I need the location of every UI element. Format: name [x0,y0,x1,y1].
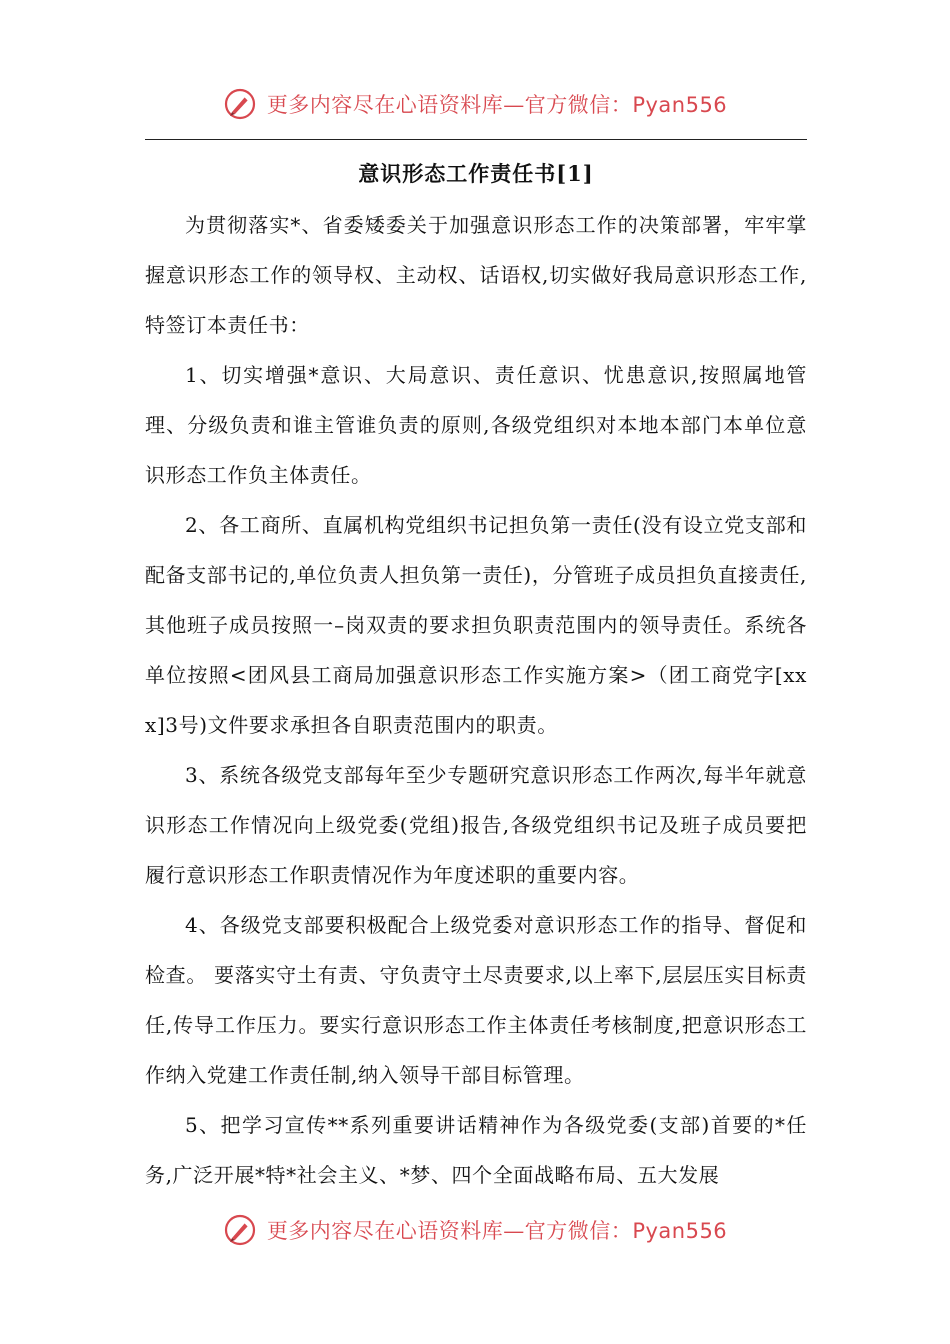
document-title: 意识形态工作责任书[1] [358,161,594,186]
paragraph-item-5: 5、把学习宣传**系列重要讲话精神作为各级党委(支部)首要的*任务,广泛开展*特*社会主义、*梦、四个全面战略布局、五大发展 [145,1113,807,1187]
watermark-text: 更多内容尽在心语资料库—官方微信：Pyan556 [266,1219,728,1243]
watermark-text: 更多内容尽在心语资料库—官方微信：Pyan556 [266,93,728,117]
watermark-header [0,82,950,126]
document-body [145,200,807,1200]
paragraph-item-2: 2、各工商所、直属机构党组织书记担负第一责任(没有设立党支部和配备支部书记的,单位负责人担负第一责任)，分管班子成员担负直接责任,其他班子成员按照一–岗双责的要求担负职责范围内的领导责任。系统各单位按照<团风县工商局加强意识形态工作实施方案>（团工商党字[xxx]3号)文件要求承担各自职责范围内的职责。 [145,513,807,737]
header-divider [145,139,807,140]
paragraph-item-3: 3、系统各级党支部每年至少专题研究意识形态工作两次,每半年就意识形态工作情况向上级党委(党组)报告,各级党组织书记及班子成员要把履行意识形态工作职责情况作为年度述职的重要内容。 [145,763,807,887]
paragraph-intro: 为贯彻落实*、省委矮委关于加强意识形态工作的决策部署，牢牢掌握意识形态工作的领导权、主动权、话语权,切实做好我局意识形态工作,特签订本责任书： [145,213,807,337]
pen-logo-icon [223,87,257,121]
paragraph-item-1: 1、切实增强*意识、大局意识、责任意识、忧患意识,按照属地管理、分级负责和谁主管谁负责的原则,各级党组织对本地本部门本单位意识形态工作负主体责任。 [145,363,807,487]
paragraph-item-4: 4、各级党支部要积极配合上级党委对意识形态工作的指导、督促和检查。 要落实守土有责、守负责守土尽责要求,以上率下,层层压实目标责任,传导工作压力。要实行意识形态工作主体责任考核制度,把意识形态工作纳入党建工作责任制,纳入领导干部目标管理。 [145,913,807,1087]
watermark-footer [0,1208,950,1252]
pen-logo-icon [223,1213,257,1247]
